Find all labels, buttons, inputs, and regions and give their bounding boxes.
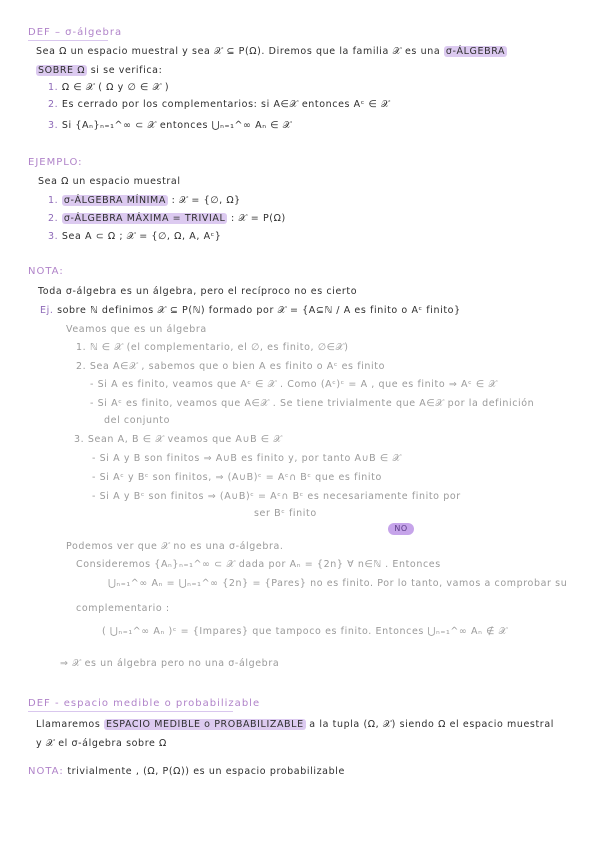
nota-example-line (40, 305, 461, 317)
highlight-term: SOBRE Ω (38, 65, 86, 76)
ejemplo-item-3 (48, 231, 221, 243)
def-medible-line-1 (36, 719, 554, 731)
proof-line: ⋃ₙ₌₁^∞ Aₙ = ⋃ₙ₌₁^∞ {2n} = {Pares} no es finito. Por lo tanto, vamos a comprobar su (108, 578, 568, 589)
def-sigma-title: DEF – σ-álgebra (28, 27, 123, 38)
nota-line-1: Toda σ-álgebra es un álgebra, pero el recíproco no es cierto (38, 286, 358, 297)
proof-line: ser Bᶜ finito (254, 508, 317, 519)
condition-number: 1. (48, 82, 59, 93)
intro-text: Sea Ω un espacio muestral y sea 𝒳 ⊆ P(Ω). Diremos que la familia 𝒳 es una (36, 46, 441, 57)
proof-line: 2. Sea A∈𝒳 , sabemos que o bien A es finito o Aᶜ es finito (76, 361, 385, 372)
highlight-term: ESPACIO MEDIBLE o PROBABILIZABLE (106, 719, 304, 730)
proof-line: Podemos ver que 𝒳 no es una σ-álgebra. (66, 541, 284, 552)
proof-conclusion: ⇒ 𝒳 es un álgebra pero no una σ-álgebra (60, 658, 280, 669)
nota-title: NOTA: (28, 266, 64, 277)
highlight-term: σ-ÁLGEBRA MÁXIMA = TRIVIAL (63, 213, 226, 224)
intro-text: si se verifica: (90, 65, 163, 76)
proof-line: - Si A y Bᶜ son finitos ⇒ (A∪B)ᶜ = Aᶜ∩ Bᶜ es necesariamente finito por (92, 491, 461, 502)
proof-line: - Si Aᶜ y Bᶜ son finitos, ⇒ (A∪B)ᶜ = Aᶜ∩ Bᶜ que es finito (92, 472, 382, 483)
def-sigma-intro (36, 46, 507, 58)
item-text: : 𝒳 = {∅, Ω} (171, 195, 241, 206)
title-underline (28, 711, 233, 712)
def-medible-title: DEF - espacio medible o probabilizable (28, 698, 261, 709)
proof-line: - Si Aᶜ es finito, veamos que A∈𝒳 . Se tiene trivialmente que A∈𝒳 por la definición (90, 398, 535, 409)
condition-2 (48, 99, 390, 111)
proof-line: - Si A es finito, veamos que Aᶜ ∈ 𝒳 . Como (Aᶜ)ᶜ = A , que es finito ⇒ Aᶜ ∈ 𝒳 (90, 379, 498, 390)
proof-line: del conjunto (104, 415, 171, 426)
ejemplo-title: EJEMPLO: (28, 157, 83, 168)
proof-line: 1. ℕ ∈ 𝒳 (el complementario, el ∅, es finito, ∅∈𝒳) (76, 342, 349, 353)
proof-line: Veamos que es un álgebra (66, 324, 207, 335)
highlight-term: σ-ÁLGEBRA MÍNIMA (63, 195, 166, 206)
proof-line: complementario : (76, 603, 170, 614)
ejemplo-intro: Sea Ω un espacio muestral (38, 176, 181, 187)
item-text: Sea A ⊂ Ω ; 𝒳 = {∅, Ω, A, Aᶜ} (61, 231, 222, 242)
item-number: 3. (48, 231, 59, 242)
item-number: 2. (48, 213, 59, 224)
nota2-title: NOTA: (28, 766, 64, 777)
proof-line: ( ⋃ₙ₌₁^∞ Aₙ )ᶜ = {Impares} que tampoco es finito. Entonces ⋃ₙ₌₁^∞ Aₙ ∉ 𝒳 (102, 626, 508, 637)
proof-line: - Si A y B son finitos ⇒ A∪B es finito y, por tanto A∪B ∈ 𝒳 (92, 453, 402, 464)
condition-3 (48, 120, 292, 132)
def-medible-line-2: y 𝒳 el σ-álgebra sobre Ω (36, 738, 167, 749)
condition-text: Es cerrado por los complementarios: si A∈𝒳 entonces Aᶜ ∈ 𝒳 (61, 99, 390, 110)
condition-number: 2. (48, 99, 59, 110)
item-text: : 𝒳 = P(Ω) (230, 213, 286, 224)
def-text: Llamaremos (36, 719, 101, 730)
proof-line: Consideremos {Aₙ}ₙ₌₁^∞ ⊂ 𝒳 dada por Aₙ = {2n} ∀ n∈ℕ . Entonces (76, 559, 441, 570)
no-badge: NO (388, 523, 414, 535)
example-label: Ej. (40, 305, 54, 316)
ejemplo-item-1 (48, 195, 241, 207)
condition-1 (48, 82, 169, 94)
def-text: a la tupla (Ω, 𝒳) siendo Ω el espacio muestral (309, 719, 554, 730)
item-number: 1. (48, 195, 59, 206)
def-sigma-intro-2 (36, 65, 162, 77)
condition-text: Ω ∈ 𝒳 ( Ω y ∅ ∈ 𝒳 ) (61, 82, 170, 93)
nota2-line (28, 766, 345, 778)
title-underline (28, 40, 108, 41)
nota2-text: trivialmente , (Ω, P(Ω)) es un espacio probabilizable (67, 766, 345, 777)
ejemplo-item-2 (48, 213, 286, 225)
proof-line: 3. Sean A, B ∈ 𝒳 veamos que A∪B ∈ 𝒳 (74, 434, 283, 445)
condition-number: 3. (48, 120, 59, 131)
highlight-term: σ-ÁLGEBRA (445, 46, 506, 57)
example-text: sobre ℕ definimos 𝒳 ⊆ P(ℕ) formado por 𝒳 = {A⊆ℕ / A es finito o Aᶜ finito} (57, 305, 461, 316)
condition-text: Si {Aₙ}ₙ₌₁^∞ ⊂ 𝒳 entonces ⋃ₙ₌₁^∞ Aₙ ∈ 𝒳 (61, 120, 292, 131)
